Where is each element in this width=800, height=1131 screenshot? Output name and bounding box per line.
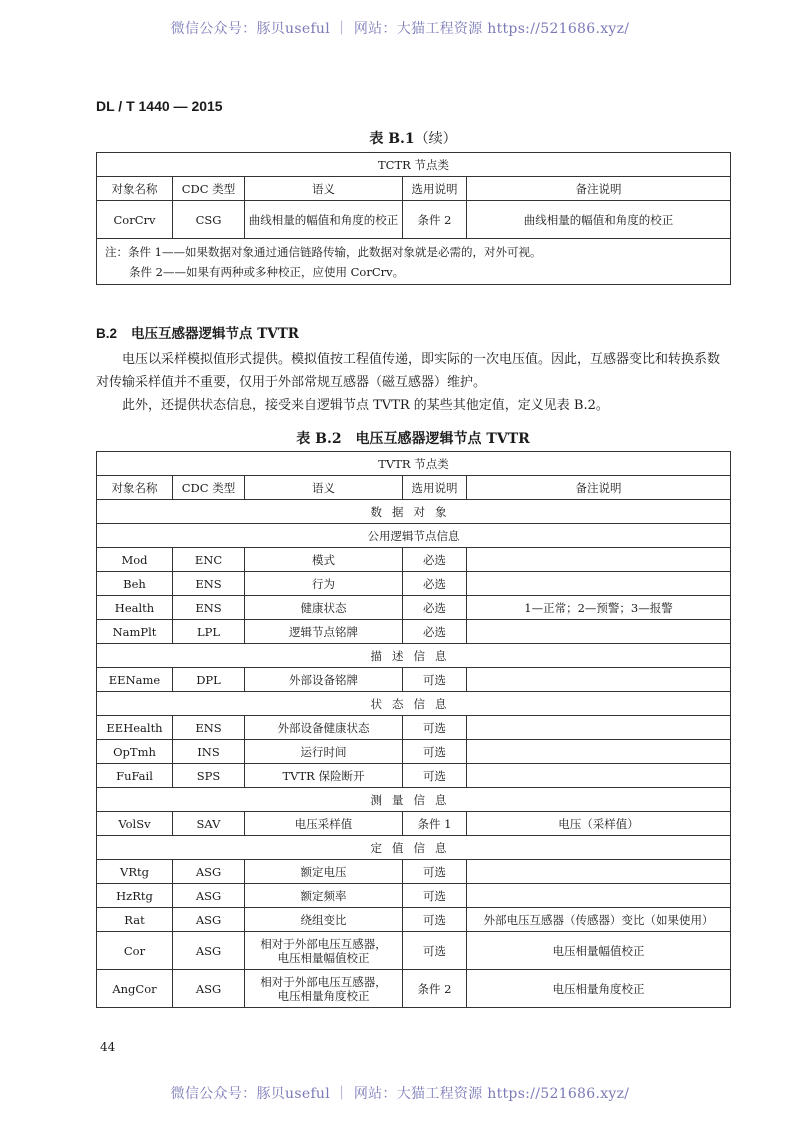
table-cell: 外部设备健康状态 xyxy=(245,716,403,740)
table-cell xyxy=(467,620,731,644)
table-row xyxy=(97,970,731,1008)
table-cell: 可选 xyxy=(403,740,467,764)
table-cell: 行为 xyxy=(245,572,403,596)
table-cell: FuFail xyxy=(97,764,173,788)
table-cell: 绕组变比 xyxy=(245,908,403,932)
table-cell xyxy=(467,740,731,764)
table-row xyxy=(97,201,731,239)
table-cell: 条件 2 xyxy=(403,201,467,239)
table-cell xyxy=(467,548,731,572)
cell-line: 电压相量幅值校正 xyxy=(277,950,370,965)
table-row xyxy=(97,764,731,788)
cell-line: 相对于外部电压互感器， xyxy=(260,974,387,989)
group-measurement-info: 测量信息 xyxy=(97,788,731,812)
paragraph-1: 电压以采样模拟值形式提供。模拟值按工程值传递，即实际的一次电压值。因此，互感器变比和转换系数对传输采样值并不重要，仅用于外部常规互感器（磁互感器）维护。 xyxy=(96,352,721,390)
group-settings-info: 定值信息 xyxy=(97,836,731,860)
table-cell: 可选 xyxy=(403,764,467,788)
document-id: DL / T 1440 — 2015 xyxy=(96,98,223,114)
table-cell xyxy=(467,572,731,596)
table-b2-class-row xyxy=(97,452,731,476)
table-cell: 额定频率 xyxy=(245,884,403,908)
group-row xyxy=(97,524,731,548)
table-cell: 曲线相量的幅值和角度的校正 xyxy=(467,201,731,239)
group-status-info: 状态信息 xyxy=(97,692,731,716)
table-b1 xyxy=(96,152,731,285)
paragraph-2: 此外，还提供状态信息，接受来自逻辑节点 TVTR 的某些其他定值，定义见表 B.2。 xyxy=(122,398,609,413)
group-common-info: 公用逻辑节点信息 xyxy=(97,524,731,548)
table-cell: Cor xyxy=(97,932,173,970)
table-cell: 必选 xyxy=(403,596,467,620)
table-cell: CSG xyxy=(173,201,245,239)
table-cell: NamPlt xyxy=(97,620,173,644)
table-cell: 1—正常；2—预警；3—报警 xyxy=(467,596,731,620)
table-b2 xyxy=(96,451,731,1008)
header-cell: 选用说明 xyxy=(403,476,467,500)
table-cell: 电压（采样值） xyxy=(467,812,731,836)
table-cell xyxy=(467,716,731,740)
table-row xyxy=(97,572,731,596)
table-cell xyxy=(467,668,731,692)
group-row xyxy=(97,836,731,860)
header-cell: 选用说明 xyxy=(403,177,467,201)
table-cell: VolSv xyxy=(97,812,173,836)
section-title: 电压互感器逻辑节点 TVTR xyxy=(131,326,300,342)
table-cell: 必选 xyxy=(403,620,467,644)
header-cell: CDC 类型 xyxy=(173,476,245,500)
table-cell: AngCor xyxy=(97,970,173,1008)
table-cell: 可选 xyxy=(403,884,467,908)
table-cell: ASG xyxy=(173,860,245,884)
header-cell: 语义 xyxy=(245,177,403,201)
group-row xyxy=(97,788,731,812)
table-row xyxy=(97,884,731,908)
table-cell: EEName xyxy=(97,668,173,692)
table-cell: ASG xyxy=(173,970,245,1008)
table-cell: DPL xyxy=(173,668,245,692)
table-b1-notes xyxy=(97,239,731,285)
table-cell: ENS xyxy=(173,716,245,740)
section-number: B.2 xyxy=(96,326,118,341)
table-cell: 必选 xyxy=(403,572,467,596)
table-row xyxy=(97,668,731,692)
table-cell: SPS xyxy=(173,764,245,788)
table-cell: 可选 xyxy=(403,860,467,884)
table-cell: ASG xyxy=(173,884,245,908)
table-b1-caption-main: 表 B.1 xyxy=(369,131,415,147)
header-cell: 对象名称 xyxy=(97,177,173,201)
table-cell: VRtg xyxy=(97,860,173,884)
table-cell: CorCrv xyxy=(97,201,173,239)
table-row xyxy=(97,596,731,620)
header-cell: 备注说明 xyxy=(467,476,731,500)
table-cell: ENS xyxy=(173,596,245,620)
table-cell xyxy=(467,764,731,788)
table-cell: 可选 xyxy=(403,908,467,932)
table-cell: 电压相量角度校正 xyxy=(467,970,731,1008)
table-cell: Rat xyxy=(97,908,173,932)
group-row xyxy=(97,644,731,668)
table-row xyxy=(97,908,731,932)
table-cell: ASG xyxy=(173,908,245,932)
table-b1-caption xyxy=(96,128,730,148)
table-cell: 电压相量幅值校正 xyxy=(467,932,731,970)
table-cell: HzRtg xyxy=(97,884,173,908)
table-cell: Mod xyxy=(97,548,173,572)
table-cell: 运行时间 xyxy=(245,740,403,764)
table-b1-notes-row xyxy=(97,239,731,285)
table-cell: 模式 xyxy=(245,548,403,572)
table-b2-header-row xyxy=(97,476,731,500)
table-cell: Health xyxy=(97,596,173,620)
table-cell: 健康状态 xyxy=(245,596,403,620)
table-b1-header-row xyxy=(97,177,731,201)
table-cell: 条件 2 xyxy=(403,970,467,1008)
table-cell xyxy=(245,970,403,1008)
table-cell: 必选 xyxy=(403,548,467,572)
table-row xyxy=(97,740,731,764)
table-b2-caption: 表 B.2 电压互感器逻辑节点 TVTR xyxy=(296,431,530,447)
table-b2-class-title: TVTR 节点类 xyxy=(97,452,731,476)
table-cell: 逻辑节点铭牌 xyxy=(245,620,403,644)
table-cell: SAV xyxy=(173,812,245,836)
table-cell: 条件 1 xyxy=(403,812,467,836)
table-b1-class-row xyxy=(97,153,731,177)
table-cell xyxy=(245,932,403,970)
cell-line: 电压相量角度校正 xyxy=(277,988,370,1003)
header-cell: CDC 类型 xyxy=(173,177,245,201)
group-data-objects: 数据对象 xyxy=(97,500,731,524)
table-b1-caption-note: （续） xyxy=(414,131,457,147)
table-row xyxy=(97,548,731,572)
table-cell: 外部电压互感器（传感器）变比（如果使用） xyxy=(467,908,731,932)
table-cell: ENS xyxy=(173,572,245,596)
table-cell: ASG xyxy=(173,932,245,970)
table-cell: 可选 xyxy=(403,932,467,970)
table-cell: 曲线相量的幅值和角度的校正 xyxy=(245,201,403,239)
table-row xyxy=(97,812,731,836)
table-row xyxy=(97,860,731,884)
group-row xyxy=(97,692,731,716)
table-cell: 额定电压 xyxy=(245,860,403,884)
group-description-info: 描述信息 xyxy=(97,644,731,668)
table-cell: LPL xyxy=(173,620,245,644)
table-cell: Beh xyxy=(97,572,173,596)
table-cell: EEHealth xyxy=(97,716,173,740)
table-cell: OpTmh xyxy=(97,740,173,764)
table-cell: TVTR 保险断开 xyxy=(245,764,403,788)
table-row xyxy=(97,716,731,740)
table-cell xyxy=(467,884,731,908)
table-cell: 外部设备铭牌 xyxy=(245,668,403,692)
table-row xyxy=(97,620,731,644)
header-cell: 对象名称 xyxy=(97,476,173,500)
group-row xyxy=(97,500,731,524)
table-cell: 可选 xyxy=(403,668,467,692)
table-b1-note-2: 条件 2——如果有两种或多种校正，应使用 CorCrv。 xyxy=(129,264,405,279)
cell-line: 相对于外部电压互感器， xyxy=(260,936,387,951)
table-cell: 电压采样值 xyxy=(245,812,403,836)
table-cell: ENC xyxy=(173,548,245,572)
table-b1-note-1: 注：条件 1——如果数据对象通过通信链路传输，此数据对象就是必需的，对外可视。 xyxy=(105,244,542,259)
header-cell: 语义 xyxy=(245,476,403,500)
table-row xyxy=(97,932,731,970)
header-cell: 备注说明 xyxy=(467,177,731,201)
page-number: 44 xyxy=(100,1040,116,1054)
table-cell: INS xyxy=(173,740,245,764)
watermark-bottom: 微信公众号：豚贝useful ｜ 网站：大猫工程资源 https://521686.xyz/ xyxy=(170,1086,630,1102)
watermark-top: 微信公众号：豚贝useful ｜ 网站：大猫工程资源 https://521686.xyz/ xyxy=(170,21,630,37)
section-heading xyxy=(96,322,299,342)
table-b1-class-title: TCTR 节点类 xyxy=(97,153,731,177)
table-cell: 可选 xyxy=(403,716,467,740)
table-cell xyxy=(467,860,731,884)
